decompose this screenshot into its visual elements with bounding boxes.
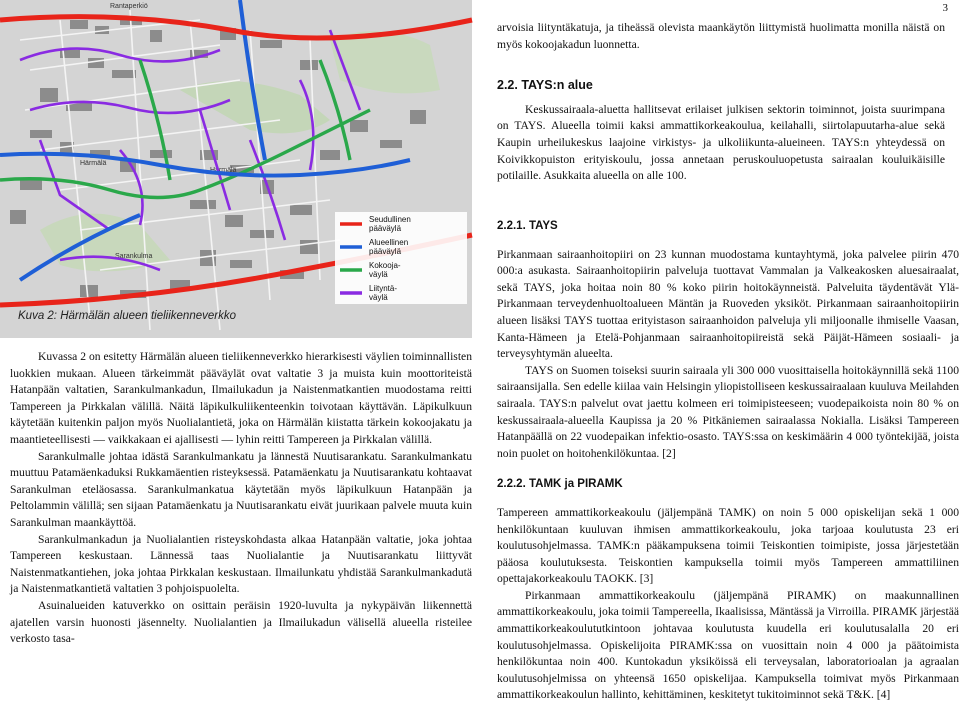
- paragraph: Asuinalueiden katuverkko on osittain peräisin 1920-luvulta ja nykypäivän liikennettä ajatellen varsin huonosti jäsennelty. Nuolialantien ja Ilmailukadun välisellä alueella risteilee verkosto tasa-: [10, 598, 472, 646]
- paragraph: Sarankulmalle johtaa idästä Sarankulmankatu ja lännestä Nuutisarankatu. Sarankulmankatu muuttuu Patamäenkaduksi Rukkamäentien risteyksessä. Patamäenkatu ja Nuutisarankatu kohtaavat Sarankulman eteläosassa. Sarankulmankatua käytetään myös läpikulkuun Hatanpään ja Peltolammin välillä; sen sijaan Patamäenkatu ja Nuutisarankatu eivät juurikaan palvele muuta kuin Sarankulman maankäyttöä.: [10, 449, 472, 529]
- paragraph: Keskussairaala-aluetta hallitsevat erilaiset julkisen sektorin toiminnot, joista suurimpana on TAYS. Alueella toimii kaksi ammattikorkeakoulua, keilahalli, siirtolapuutarha-alue sekä Kaupin urheilukeskus laajoine virkistys- ja ulkoliikunta-alueineen. TAYS:n yhteydessä on Koivikkopuiston erityiskoulu, jossa annetaan peruskouluopetusta sairaalan kouluikäisille potilaille. Asukkaita alueella on alle 100.: [497, 102, 945, 183]
- right-text-column-bottom: [497, 218, 959, 704]
- road-network-map: [0, 0, 472, 338]
- right-text-column-top: [497, 20, 945, 185]
- map-svg: [0, 0, 472, 338]
- map-place-label: Sarankulma: [115, 253, 153, 260]
- map-place-label: Härmälä: [80, 160, 107, 167]
- legend-label: Kokooja-: [369, 261, 401, 270]
- legend-label: pääväylä: [369, 224, 402, 233]
- map-caption: Kuva 2: Härmälän alueen tieliikenneverkko: [18, 310, 236, 322]
- map-place-label: Härmälä: [210, 167, 237, 174]
- subsection-heading: 2.2.1. TAYS: [497, 220, 558, 232]
- legend-label: Alueellinen: [369, 238, 409, 247]
- legend-label: Liityntä-: [369, 284, 398, 293]
- map-place-label: Rantaperkiö: [110, 3, 148, 10]
- paragraph: Pirkanmaan sairaanhoitopiiri on 23 kunnan muodostama kuntayhtymä, joka palvelee piirin 470 000:a asukasta. Sairaanhoitopiirin palveluja tuottavat Vammalan ja Valkeakosken aluesairaalat, sekä TAYS, joka hoitaa noin 80 % koko piirin hoitokäynneistä. Palveluita täydentävät Ylä-Pirkanmaan terveydenhuoltoalueen Mäntän ja Ruoveden yksiköt. Pirkanmaan sairaanhoitopiirin alueen lisäksi TAYS tuottaa erityistason sairaanhoidon palveluja yli miljoonalle ihmiselle Vaasan, Kanta-Hämeen ja Etelä-Pohjanmaan sairaanhoitopiireistä sekä Päijät-Hämeen sosiaali- ja terveysyhtymän alueelta.: [497, 247, 959, 361]
- page-number: 3: [942, 2, 948, 14]
- paragraph: Sarankulmankadun ja Nuolialantien risteyskohdasta alkaa Hatanpään valtatie, joka johtaa Tampereen keskustaan. Lännessä taas Nuolialantie ja Nuutisarankatu liittyvät Naistenmatkantiehen, joka johtaa Pirkkalan keskustaan. Ilmailunkatu yhdistää Sarankulmankadutä ja Naistenmatkantietä valtatien 3 pohjoispuolelta.: [10, 532, 472, 596]
- legend-label: pääväylä: [369, 247, 402, 256]
- left-text-column: [10, 349, 472, 648]
- legend-label: Seudullinen: [369, 215, 411, 224]
- paragraph: Pirkanmaan ammattikorkeakoulu (jäljempänä PIRAMK) on maakunnallinen ammattikorkeakoulu, joka toimii Tampereella, Ikaalisissa, Mäntässä ja Virroilla. PIRAMK järjestää ammattikorkeakoulututkintoon johtavaa koulutusta kuudella eri koulutusalalla 20 eri koulutusohjelmassa. Opiskelijoita PIRAMK:ssa on vuosittain noin 4 000 ja päätoimista henkilökuntaa noin 400. Kuntokadun yksiköissä eli terveysalan, laboratorioalan ja agraalan koulutusohjelmissa on yhteensä 1650 opiskelijaa. Kampuksella toimivat myös Pirkanmaan ammattikorkeakoulun hallinto, kehittäminen, keskitetyt tukitoiminnot sekä T&K. [4]: [497, 588, 959, 702]
- paragraph: arvoisia liityntäkatuja, ja tiheässä olevista maankäytön liittymistä huolimatta monilla näistä on myös kokoojakadun luonnetta.: [497, 21, 945, 51]
- paragraph: Kuvassa 2 on esitetty Härmälän alueen tieliikenneverkko hierarkisesti väylien toiminnallisten luokkien mukaan. Alueen tärkeimmät pääväylät ovat valtatie 3 ja muista kuin moottoriteistä Hatanpään valtatien, Sarankulmankadun, Ilmailukadun ja Naistenmatkantien muodostama reitti Tampereen ja Pirkkalan välillä. Näitä läpikulkuliikenteenkin toivotaan käyttävän. Läpikulkuun käytetään kuitenkin paljon myös Nuolialantietä, joka on Härmälän kiistatta tärkein kokoojakatu ja maantieteellisesti — vaikkakaan ei ajallisesti — lyhin reitti Tampereen ja Pirkkalan välillä.: [10, 350, 472, 446]
- legend-label: väylä: [369, 270, 388, 279]
- legend-label: väylä: [369, 293, 388, 302]
- subsection-heading: 2.2.2. TAMK ja PIRAMK: [497, 478, 623, 491]
- section-heading: 2.2. TAYS:n alue: [497, 78, 593, 93]
- paragraph: TAYS on Suomen toiseksi suurin sairaala yli 300 000 vuosittaisella hoitokäynnillä sekä 1100 sairaansijalla. Sen edelle kiilaa vain Helsingin yliopistolliseen keskussairaalaan kuuluva Meilahden sairaala. TAYS:n palvelut ovat jaettu kolmeen eri toimipisteeseen; vuodepaikoista noin 80 % on keskussairaala-alueella Kaupissa ja 20 % Pitkäniemen sairaalassa Nokialla. Lisäksi Tampereen Hatanpäällä on 22 vuodepaikan infektio-osasto. TAYS:ssa on keskimäärin 4 000 työntekijää, joista noin puolet on hoitohenkilökuntaa. [2]: [497, 363, 959, 460]
- paragraph: Tampereen ammattikorkeakoulu (jäljempänä TAMK) on noin 5 000 opiskelijan sekä 1 000 henkilökuntaan kuuluvan ihmisen ammattikorkeakoulu, joka tarjoaa koulutusta 23 eri koulutusohjelmassa. TAMK:n pääkampuksena toimii Teiskontien toimipiste, jossa järjestetään pääosa koulutuksesta. Teiskontien kampuksella toimii myös Tampereen ammattiliinen opettajakorkeakoulu TAOKK. [3]: [497, 505, 959, 586]
- map-legend: [335, 212, 467, 304]
